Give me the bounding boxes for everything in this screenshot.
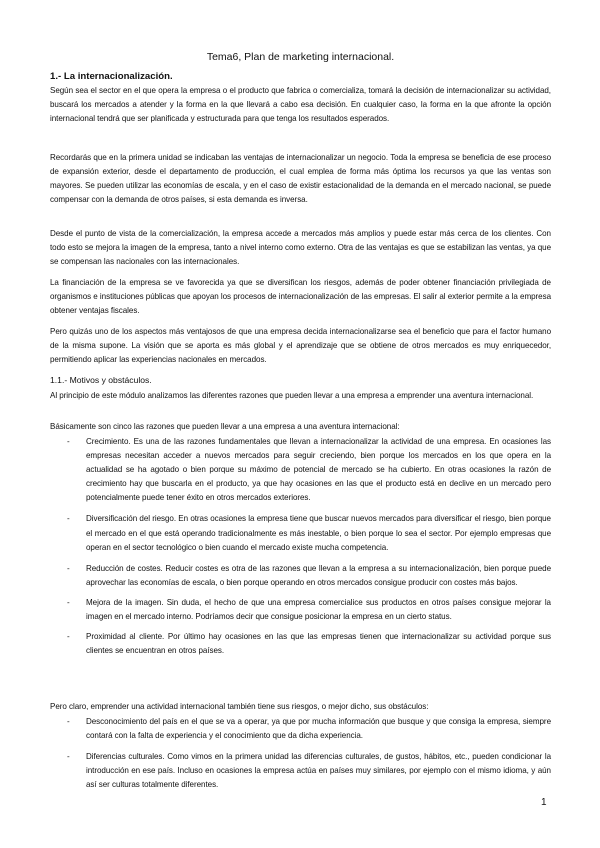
paragraph: Al principio de este módulo analizamos las diferentes razones que pueden llevar a una empresa a emprender una aventura internacional. [50, 391, 534, 400]
list-item: - Proximidad al cliente. Por último hay ocasiones en las que las empresas tienen que internacionalizar su actividad porque sus clientes se encuentran en otros países. [67, 632, 551, 656]
list-item: - Crecimiento. Es una de las razones fundamentales que llevan a internacionalizar la actividad de una empresa. En ocasiones las empresas necesitan acceder a nuevos mercados para seguir creciendo, bien porque los mercados en los que opera en la actualidad se ha agotado o bien porque su máximo de potencial de mercado se ha cubierto. En otras ocasiones la razón de crecimiento hay que buscarla en el producto, ya que hay ocasiones en las que el producto está en declive en un mercado pero potencialmente puede tener éxito en otros mercados exteriores. [67, 437, 551, 503]
paragraph: Según sea el sector en el que opera la empresa o el producto que fabrica o comercializa, tomará la decisión de internacionalizar su actividad, buscará los mercados a atender y la forma en la que llevará a cabo esa decisión. En cualquier caso, la forma en la que afronte la opción internacional tendrá que ser planificada y estructurada para que tenga los resultados esperados. [50, 86, 551, 124]
paragraph: Pero quizás uno de los aspectos más ventajosos de que una empresa decida internacionalizarse sea el beneficio que para el factor humano de la misma supone. La visión que se aporta es más global y el aprendizaje que se obtiene de otros mercados es muy enriquecedor, permitiendo aplicar las experiencias nacionales en mercados. [50, 327, 551, 365]
paragraph: Recordarás que en la primera unidad se indicaban las ventajas de internacionalizar un negocio. Toda la empresa se beneficia de ese proceso de expansión exterior, desde el departamento de producción, el cual emplea de forma más óptima los recursos ya que las ventas son mayores. Se pueden utilizar las economías de escala, y en el caso de existir estacionalidad de la demanda en el mercado nacional, se puede compensar con la demanda de otros países, si esta demanda es inversa. [50, 153, 551, 205]
obstacles-list [50, 715, 551, 792]
list-item: - Reducción de costes. Reducir costes es otra de las razones que llevan a la empresa a su internacionalización, bien porque puede aprovechar las economías de escala, o bien porque operando en otros mercados consigue producir con costes más bajos. [67, 563, 552, 587]
list-item: - Diferencias culturales. Como vimos en la primera unidad las diferencias culturales, de gustos, hábitos, etc., pueden condicionar la introducción en ese país. Incluso en ocasiones la empresa actúa en países muy similares, por ejemplo con el mismo idioma, y aún así ser culturas totalmente diferentes. [67, 752, 551, 790]
reasons-list [50, 435, 551, 658]
paragraph: Pero claro, emprender una actividad internacional también tiene sus riesgos, o mejor dicho, sus obstáculos: [50, 702, 429, 711]
paragraph: Básicamente son cinco las razones que pueden llevar a una empresa a una aventura internacional: [50, 422, 400, 431]
paragraph: La financiación de la empresa se ve favorecida ya que se diversifican los riesgos, además de poder obtener financiación privilegiada de organismos e instituciones públicas que apoyan los procesos de internacionalización de las empresas. El salir al exterior permite a la empresa obtener ventajas fiscales. [50, 278, 551, 316]
document-title: Tema6, Plan de marketing internacional. [206, 51, 395, 63]
page-number: 1 [541, 797, 547, 808]
subsection-heading-motivos: 1.1.- Motivos y obstáculos. [50, 375, 152, 385]
list-item: - Mejora de la imagen. Sin duda, el hecho de que una empresa comercialice sus productos en otros países consigue mejorar la imagen en el mercado interno. Podríamos decir que consigue posicionar la empresa en un cierto status. [67, 597, 551, 622]
section-heading-internacionalizacion: 1.- La internacionalización. [50, 71, 173, 82]
list-item: - Diversificación del riesgo. En otras ocasiones la empresa tiene que buscar nuevos mercados para diversificar el riesgo, bien porque el mercado en el que está operando tradicionalmente es más inestable, o bien porque lo sea el sector. Por ejemplo empresas que operan en el sector tecnológico o bien cuando el mercado existe mucha competencia. [67, 514, 551, 552]
paragraph: Desde el punto de vista de la comercialización, la empresa accede a mercados más amplios y puede estar más cerca de los clientes. Con todo esto se mejora la imagen de la empresa, tanto a nivel interno como externo. Otra de las ventajas es que se estabilizan las ventas, ya que se compensan las nacionales con las internacionales. [50, 229, 551, 267]
list-item: - Desconocimiento del país en el que se va a operar, ya que por mucha información que busque y que consiga la empresa, siempre contará con la falta de experiencia y el conocimiento que da dicha experiencia. [67, 717, 551, 741]
